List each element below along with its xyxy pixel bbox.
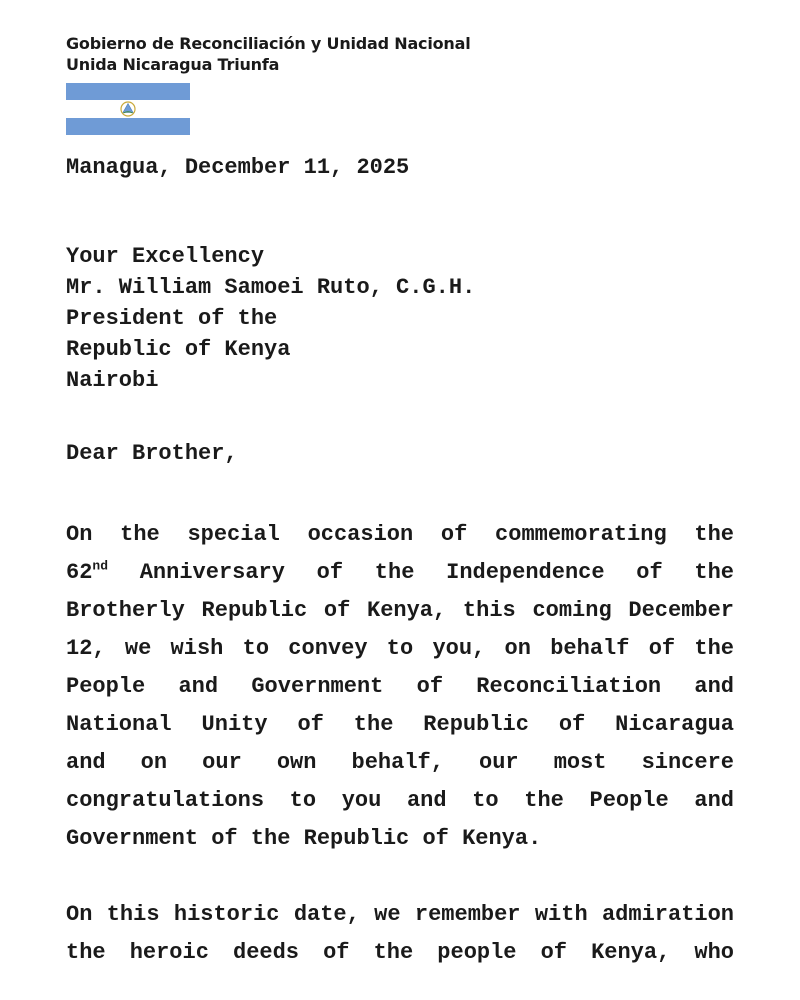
paragraph-congratulations	[66, 516, 734, 858]
paragraph-line: Brotherly Republic of Kenya, this coming December	[66, 598, 734, 623]
letterhead	[66, 33, 471, 75]
ordinal-suffix: nd	[92, 558, 109, 574]
nicaragua-flag-icon	[66, 83, 190, 135]
paragraph-line: congratulations to you and to the People and	[66, 788, 734, 813]
letterhead-slogan: Unida Nicaragua Triunfa	[66, 55, 280, 74]
paragraph-line: People and Government of Reconciliation and	[66, 674, 734, 699]
paragraph-line: the heroic deeds of the people of Kenya, who	[66, 940, 734, 965]
addressee-country: Republic of Kenya	[66, 337, 291, 362]
paragraph-line	[66, 554, 734, 592]
paragraph-line: On the special occasion of commemorating the	[66, 522, 734, 547]
paragraph-line: 12, we wish to convey to you, on behalf of the	[66, 636, 734, 661]
paragraph-line: National Unity of the Republic of Nicaragua	[66, 712, 734, 737]
letter-date: Managua, December 11, 2025	[66, 155, 410, 180]
paragraph-line: On this historic date, we remember with admiration	[66, 902, 734, 927]
paragraph-historic-date	[66, 896, 734, 972]
addressee-salutation: Your Excellency	[66, 244, 265, 269]
greeting: Dear Brother,	[66, 441, 238, 466]
paragraph-line: Government of the Republic of Kenya.	[66, 826, 542, 851]
addressee-city: Nairobi	[66, 368, 159, 393]
anniversary-number: 62	[66, 560, 93, 585]
addressee-name: Mr. William Samoei Ruto, C.G.H.	[66, 275, 476, 300]
anniversary-text: Anniversary of the Independence of the	[108, 560, 734, 585]
paragraph-line: and on our own behalf, our most sincere	[66, 750, 734, 775]
addressee-block	[66, 241, 475, 396]
letterhead-government-name: Gobierno de Reconciliación y Unidad Nacional	[66, 34, 471, 53]
addressee-title: President of the	[66, 306, 278, 331]
